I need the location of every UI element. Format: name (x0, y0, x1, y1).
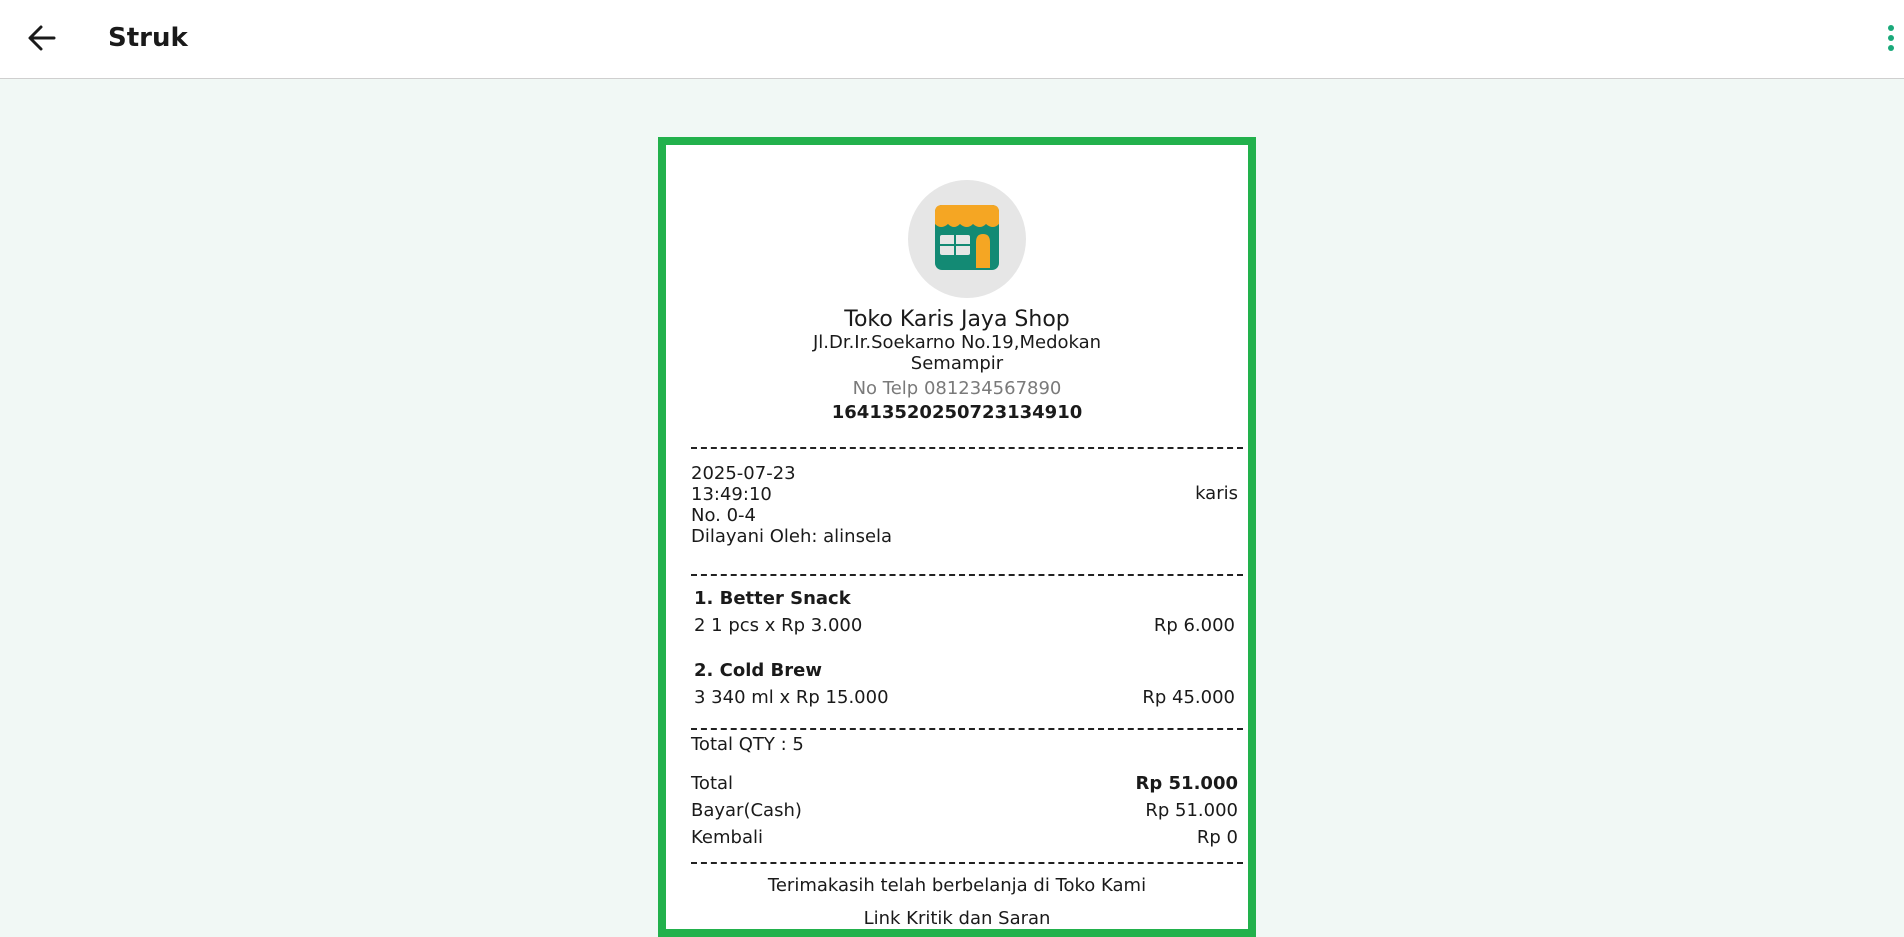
more-options-button[interactable] (1884, 20, 1898, 60)
item-name: 2. Cold Brew (694, 660, 822, 681)
transaction-meta (691, 463, 892, 547)
store-logo (908, 180, 1026, 298)
change-label: Kembali (691, 827, 763, 848)
divider (691, 574, 1243, 576)
receipt-card (658, 137, 1256, 937)
item-name: 1. Better Snack (694, 588, 851, 609)
thank-you-message: Terimakasih telah berbelanja di Toko Kami (767, 875, 1147, 896)
item-detail: 3 340 ml x Rp 15.000 (694, 687, 889, 708)
paid-label: Bayar(Cash) (691, 800, 802, 821)
list-item (694, 587, 1235, 638)
paid-row (691, 799, 1238, 823)
item-subtotal: Rp 45.000 (1142, 687, 1235, 708)
more-vertical-icon (1884, 20, 1898, 60)
change-row (691, 826, 1238, 850)
list-item (694, 659, 1235, 710)
total-label: Total (691, 773, 734, 794)
divider (691, 862, 1243, 864)
feedback-link[interactable]: Link Kritik dan Saran (863, 908, 1051, 929)
change-value: Rp 0 (1196, 827, 1238, 848)
transaction-id: 16413520250723134910 (831, 402, 1083, 423)
back-button[interactable] (24, 20, 60, 56)
total-value: Rp 51.000 (1135, 773, 1238, 794)
item-detail: 2 1 pcs x Rp 3.000 (694, 615, 863, 636)
store-phone: No Telp 081234567890 (852, 378, 1062, 399)
divider (691, 447, 1243, 449)
transaction-number: No. 0-4 (691, 505, 757, 526)
app-bar (0, 0, 1904, 79)
cashier-name: karis (1195, 483, 1238, 504)
transaction-date: 2025-07-23 (691, 463, 796, 484)
item-subtotal: Rp 6.000 (1153, 615, 1235, 636)
page-title: Struk (108, 23, 188, 53)
transaction-time: 13:49:10 (691, 484, 772, 505)
divider (691, 728, 1243, 730)
total-qty: Total QTY : 5 (691, 734, 804, 755)
store-name: Toko Karis Jaya Shop (844, 307, 1070, 332)
served-by: Dilayani Oleh: alinsela (691, 526, 893, 547)
store-address: Jl.Dr.Ir.Soekarno No.19,Medokan Semampir (812, 332, 1102, 374)
paid-value: Rp 51.000 (1145, 800, 1238, 821)
storefront-icon (908, 180, 1026, 298)
arrow-left-icon (24, 20, 60, 56)
total-row (691, 772, 1238, 796)
